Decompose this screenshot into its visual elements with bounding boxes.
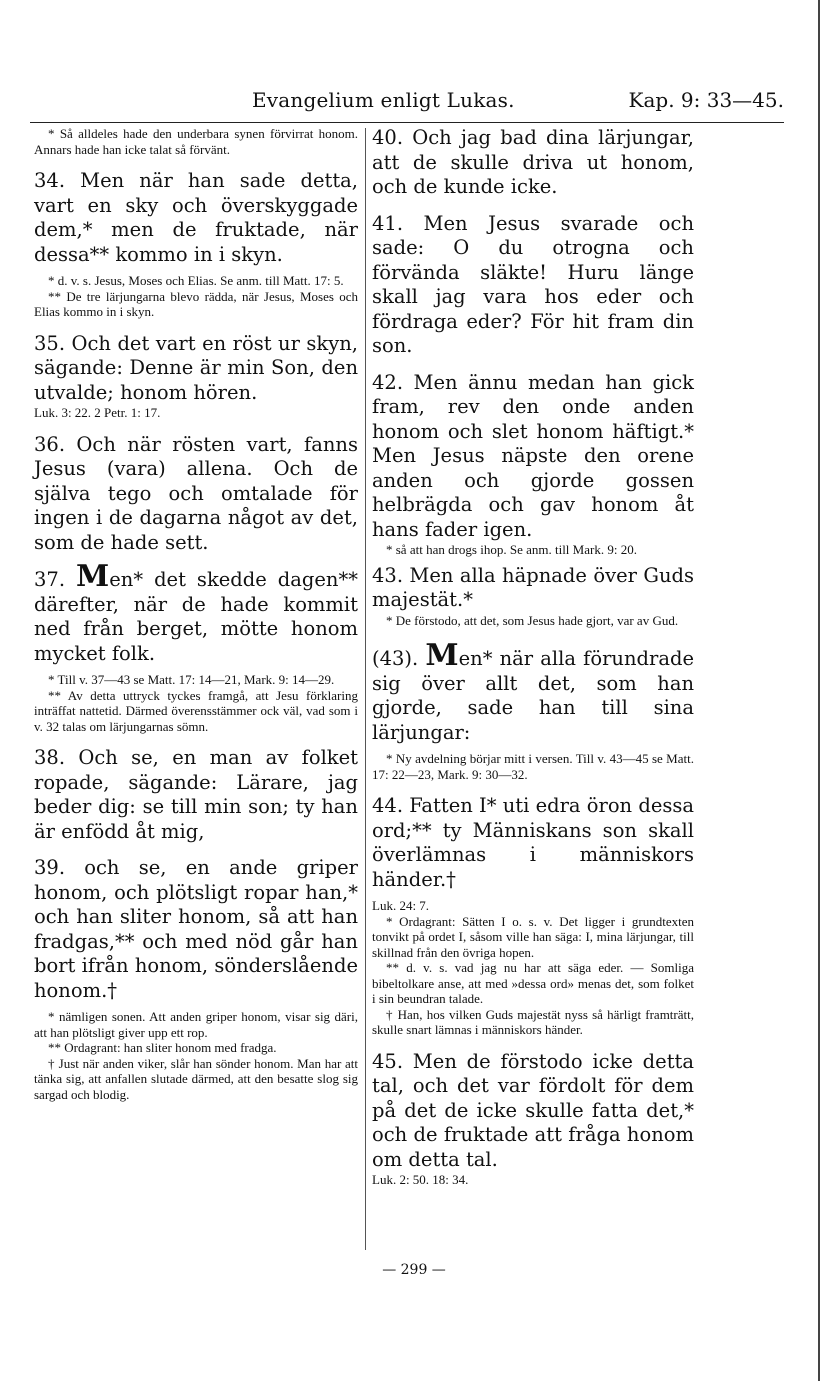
verse-34: 34. Men när han sade detta, vart en sky och överskyggade dem,* men de fruktade, när dessa** kommo in i skyn. <box>34 169 358 266</box>
footnote-39-2: ** Ordagrant: han sliter honom med fradga. <box>48 1040 277 1055</box>
verse-38: 38. Och se, en man av folket ropade, sägande: Lärare, jag beder dig: se till min son; ty han är enfödd åt mig, <box>34 746 358 843</box>
verse-36: 36. Och när rösten vart, fanns Jesus (vara) allena. Och de själva tego och omtalade för ingen i de dagarna något av det, som de hade sett. <box>34 432 358 554</box>
verse-41: 41. Men Jesus svarade och sade: O du otrogna och förvända släkte! Huru länge skall jag vara hos eder och fördraga eder? För hit fram din son. <box>372 211 694 357</box>
footnote-44-1: * Ordagrant: Sätten I o. s. v. Det ligger i grundtexten tonvikt på ordet I, såsom ville han säga: I, mina lärjungar, till skillnad från den övriga hopen. <box>372 913 694 960</box>
footnote-42-1: * så att han drogs ihop. Se anm. till Mark. 9: 20. <box>386 542 637 557</box>
book-title: Evangelium enligt Lukas. <box>252 88 515 112</box>
footnote-34-2: ** De tre lärjungarna blevo rädda, när Jesus, Moses och Elias kommo in i skyn. <box>34 288 358 319</box>
cross-reference-35: Luk. 3: 22. 2 Petr. 1: 17. <box>34 405 161 420</box>
footnote-top: * Så alldeles hade den underbara synen förvirrat honom. Annars hade han icke talat så förvänt. <box>34 126 358 157</box>
verse-44: 44. Fatten I* uti edra öron dessa ord;** ty Människans son skall överlämnas i människors händer.† <box>372 794 694 891</box>
footnote-43-1: * De förstodo, att det, som Jesus hade gjort, var av Gud. <box>386 612 679 628</box>
verse-37-text: en* det skedde dagen** därefter, när de hade kommit ned från berget, mötte honom mycket folk. <box>34 568 358 665</box>
chapter-reference: Kap. 9: 33—45. <box>628 88 784 112</box>
page-number: — 299 — <box>382 1262 446 1278</box>
verse-43b-text: en* när alla förundrade sig över allt det, som han gjorde, sade han till sina lärjungar: <box>372 647 694 744</box>
footnote-39-3: † Just när anden viker, slår han sönder honom. Man har att tänka sig, att anfallen slutade därmed, att den besatte slog sig sargad och blodig. <box>34 1055 358 1102</box>
footnote-34-1: * d. v. s. Jesus, Moses och Elias. Se anm. till Matt. 17: 5. <box>48 273 344 288</box>
section-initial: M <box>76 559 110 594</box>
footnote-44-3: † Han, hos vilken Guds majestät nyss så härligt framträtt, skulle snart lämnas i människors händer. <box>372 1006 694 1037</box>
verse-number-37: 37. <box>34 568 66 591</box>
footnote-44-2: ** d. v. s. vad jag nu har att säga eder. — Somliga bibeltolkare anse, att med »dessa ord» menas det, som folket i sin beundran talade. <box>372 960 694 1006</box>
footnote-37-1: * Till v. 37—43 se Matt. 17: 14—21, Mark. 9: 14—29. <box>48 672 335 687</box>
cross-reference-45: Luk. 2: 50. 18: 34. <box>372 1172 469 1187</box>
cross-reference-44: Luk. 24: 7. <box>372 898 430 913</box>
verse-43b <box>372 638 694 745</box>
footnote-43b-1: * Ny avdelning börjar mitt i versen. Till v. 43—45 se Matt. 17: 22—23, Mark. 9: 30—32. <box>372 751 694 782</box>
verse-number-43b: (43). <box>372 647 419 670</box>
page-footer <box>0 1262 824 1278</box>
verse-39: 39. och se, en ande griper honom, och plötsligt ropar han,* och han sliter honom, så att han fradgas,** och med nöd går han bort ifrån honom, sönderslående honom.† <box>34 856 358 1002</box>
verse-45: 45. Men de förstodo icke detta tal, och det var fördolt för dem på det de icke skulle fatta det,* och de fruktade att fråga honom om detta tal. <box>372 1049 694 1171</box>
verse-35: 35. Och det vart en röst ur skyn, sägande: Denne är min Son, den utvalde; honom hören. <box>34 331 358 404</box>
verse-43: 43. Men alla häpnade över Guds majestät.* <box>372 563 694 611</box>
footnote-37-2: ** Av detta uttryck tyckes framgå, att Jesu förklaring inträffat nattetid. Därmed överensstämmer ock väl, vad som i v. 32 talas om lärjungarnas sömn. <box>34 687 358 734</box>
running-header <box>30 88 784 123</box>
verse-40: 40. Och jag bad dina lärjungar, att de skulle driva ut honom, och de kunde icke. <box>372 126 694 198</box>
footnote-39-1: * nämligen sonen. Att anden griper honom, visar sig däri, att han plötsligt giver upp ett rop. <box>34 1009 358 1040</box>
verse-42: 42. Men ännu medan han gick fram, rev den onde anden honom och slet honom häftigt.* Men Jesus näpste den orene anden och gjorde gossen helbrägda och gav honom åt hans fader igen. <box>372 370 694 541</box>
left-column <box>34 126 358 1102</box>
page-edge <box>818 0 820 1381</box>
right-column <box>372 126 694 1188</box>
section-initial-2: M <box>425 638 459 673</box>
column-divider <box>365 128 366 1250</box>
verse-37 <box>34 559 358 666</box>
